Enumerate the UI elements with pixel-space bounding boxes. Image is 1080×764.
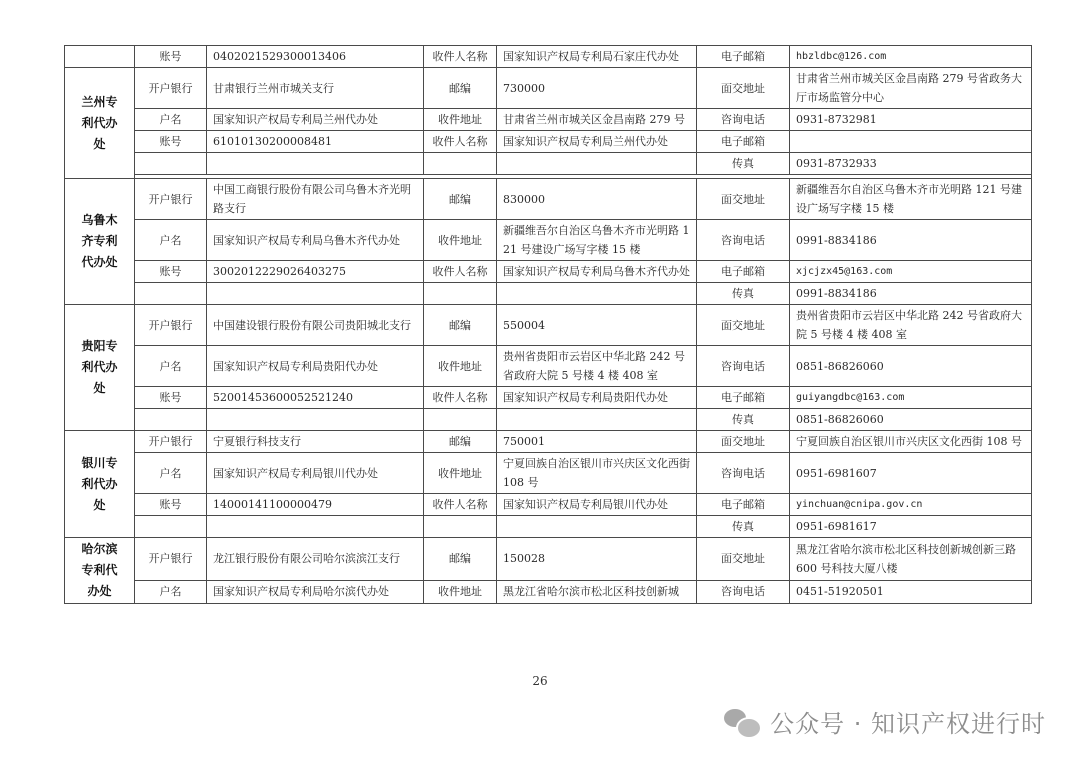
submit-address-value: 新疆维吾尔自治区乌鲁木齐市光明路 121 号建设广场写字楼 15 楼 bbox=[790, 179, 1032, 220]
submit-address-value: 黑龙江省哈尔滨市松北区科技创新城创新三路 600 号科技大厦八楼 bbox=[790, 538, 1032, 581]
account-no-label: 账号 bbox=[135, 387, 207, 409]
bank-label: 开户银行 bbox=[135, 538, 207, 581]
account-name-label: 户名 bbox=[135, 346, 207, 387]
email-value: xjcjzx45@163.com bbox=[790, 261, 1032, 283]
office-name-lanzhou: 兰州专利代办处 bbox=[65, 68, 135, 179]
office-name-guiyang: 贵阳专利代办处 bbox=[65, 305, 135, 431]
table-row bbox=[65, 453, 1032, 494]
recipient-value: 国家知识产权局专利局兰州代办处 bbox=[497, 131, 697, 153]
watermark bbox=[724, 704, 1046, 739]
account-name-value: 国家知识产权局专利局银川代办处 bbox=[207, 453, 424, 494]
mail-address-label: 收件地址 bbox=[424, 580, 497, 603]
mail-address-label: 收件地址 bbox=[424, 346, 497, 387]
empty-cell bbox=[497, 153, 697, 175]
phone-value: 0951-6981607 bbox=[790, 453, 1032, 494]
empty-cell bbox=[135, 283, 207, 305]
email-label: 电子邮箱 bbox=[697, 387, 790, 409]
empty-cell bbox=[135, 409, 207, 431]
table-row bbox=[65, 431, 1032, 453]
bank-label: 开户银行 bbox=[135, 305, 207, 346]
account-no-value: 52001453600052521240 bbox=[207, 387, 424, 409]
account-name-value: 国家知识产权局专利局乌鲁木齐代办处 bbox=[207, 220, 424, 261]
page-number: 26 bbox=[532, 674, 548, 688]
office-cell bbox=[65, 46, 135, 68]
table-row bbox=[65, 538, 1032, 581]
table-row bbox=[65, 131, 1032, 153]
recipient-label: 收件人名称 bbox=[424, 46, 497, 68]
account-no-label: 账号 bbox=[135, 131, 207, 153]
empty-cell bbox=[424, 153, 497, 175]
bank-value: 中国建设银行股份有限公司贵阳城北支行 bbox=[207, 305, 424, 346]
bank-label: 开户银行 bbox=[135, 179, 207, 220]
phone-label: 咨询电话 bbox=[697, 220, 790, 261]
fax-label: 传真 bbox=[697, 409, 790, 431]
postcode-label: 邮编 bbox=[424, 538, 497, 581]
submit-address-label: 面交地址 bbox=[697, 179, 790, 220]
mail-address-label: 收件地址 bbox=[424, 453, 497, 494]
account-no-value: 0402021529300013406 bbox=[207, 46, 424, 68]
fax-value: 0931-8732933 bbox=[790, 153, 1032, 175]
empty-cell bbox=[424, 409, 497, 431]
account-no-label: 账号 bbox=[135, 494, 207, 516]
empty-cell bbox=[207, 283, 424, 305]
table-row bbox=[65, 68, 1032, 109]
table-row bbox=[65, 409, 1032, 431]
email-value: hbzldbc@126.com bbox=[790, 46, 1032, 68]
phone-label: 咨询电话 bbox=[697, 109, 790, 131]
phone-value: 0991-8834186 bbox=[790, 220, 1032, 261]
postcode-label: 邮编 bbox=[424, 179, 497, 220]
account-no-label: 账号 bbox=[135, 46, 207, 68]
mail-address-label: 收件地址 bbox=[424, 220, 497, 261]
fax-value: 0951-6981617 bbox=[790, 516, 1032, 538]
empty-cell bbox=[207, 409, 424, 431]
submit-address-value: 甘肃省兰州市城关区金昌南路 279 号省政务大厅市场监管分中心 bbox=[790, 68, 1032, 109]
submit-address-label: 面交地址 bbox=[697, 305, 790, 346]
account-name-label: 户名 bbox=[135, 453, 207, 494]
bank-value: 龙江银行股份有限公司哈尔滨滨江支行 bbox=[207, 538, 424, 581]
empty-cell bbox=[424, 283, 497, 305]
table-row bbox=[65, 261, 1032, 283]
recipient-value: 国家知识产权局专利局乌鲁木齐代办处 bbox=[497, 261, 697, 283]
recipient-label: 收件人名称 bbox=[424, 131, 497, 153]
table-row bbox=[65, 494, 1032, 516]
account-no-label: 账号 bbox=[135, 261, 207, 283]
empty-cell bbox=[135, 516, 207, 538]
account-name-label: 户名 bbox=[135, 580, 207, 603]
submit-address-label: 面交地址 bbox=[697, 68, 790, 109]
table-row bbox=[65, 109, 1032, 131]
recipient-label: 收件人名称 bbox=[424, 387, 497, 409]
fax-label: 传真 bbox=[697, 153, 790, 175]
bank-value: 中国工商银行股份有限公司乌鲁木齐光明路支行 bbox=[207, 179, 424, 220]
submit-address-value: 贵州省贵阳市云岩区中华北路 242 号省政府大院 5 号楼 4 楼 408 室 bbox=[790, 305, 1032, 346]
account-name-label: 户名 bbox=[135, 220, 207, 261]
postcode-label: 邮编 bbox=[424, 68, 497, 109]
account-no-value: 61010130200008481 bbox=[207, 131, 424, 153]
bank-label: 开户银行 bbox=[135, 68, 207, 109]
email-value bbox=[790, 131, 1032, 153]
account-name-value: 国家知识产权局专利局兰州代办处 bbox=[207, 109, 424, 131]
mail-address-value: 贵州省贵阳市云岩区中华北路 242 号省政府大院 5 号楼 4 楼 408 室 bbox=[497, 346, 697, 387]
recipient-value: 国家知识产权局专利局贵阳代办处 bbox=[497, 387, 697, 409]
mail-address-value: 新疆维吾尔自治区乌鲁木齐市光明路 121 号建设广场写字楼 15 楼 bbox=[497, 220, 697, 261]
email-label: 电子邮箱 bbox=[697, 131, 790, 153]
office-name-urumqi: 乌鲁木齐专利代办处 bbox=[65, 179, 135, 305]
empty-cell bbox=[424, 516, 497, 538]
email-label: 电子邮箱 bbox=[697, 46, 790, 68]
account-name-label: 户名 bbox=[135, 109, 207, 131]
mail-address-value: 甘肃省兰州市城关区金昌南路 279 号 bbox=[497, 109, 697, 131]
postcode-label: 邮编 bbox=[424, 431, 497, 453]
phone-value: 0931-8732981 bbox=[790, 109, 1032, 131]
email-value: guiyangdbc@163.com bbox=[790, 387, 1032, 409]
table-row bbox=[65, 46, 1032, 68]
empty-cell bbox=[207, 153, 424, 175]
wechat-icon bbox=[724, 707, 760, 737]
phone-value: 0451-51920501 bbox=[790, 580, 1032, 603]
empty-cell bbox=[497, 283, 697, 305]
bank-value: 宁夏银行科技支行 bbox=[207, 431, 424, 453]
fax-label: 传真 bbox=[697, 283, 790, 305]
mail-address-value: 宁夏回族自治区银川市兴庆区文化西街 108 号 bbox=[497, 453, 697, 494]
postcode-value: 730000 bbox=[497, 68, 697, 109]
table-row bbox=[65, 220, 1032, 261]
table-row bbox=[65, 305, 1032, 346]
watermark-text: 公众号 · 知识产权进行时 bbox=[770, 710, 1046, 738]
bank-label: 开户银行 bbox=[135, 431, 207, 453]
postcode-value: 750001 bbox=[497, 431, 697, 453]
office-name-harbin: 哈尔滨专利代办处 bbox=[65, 538, 135, 604]
postcode-value: 550004 bbox=[497, 305, 697, 346]
submit-address-label: 面交地址 bbox=[697, 538, 790, 581]
table-row bbox=[65, 153, 1032, 175]
account-name-value: 国家知识产权局专利局哈尔滨代办处 bbox=[207, 580, 424, 603]
email-label: 电子邮箱 bbox=[697, 261, 790, 283]
recipient-value: 国家知识产权局专利局石家庄代办处 bbox=[497, 46, 697, 68]
table-row bbox=[65, 387, 1032, 409]
email-label: 电子邮箱 bbox=[697, 494, 790, 516]
email-value: yinchuan@cnipa.gov.cn bbox=[790, 494, 1032, 516]
table-row bbox=[65, 179, 1032, 220]
account-no-value: 14000141100000479 bbox=[207, 494, 424, 516]
mail-address-value: 黑龙江省哈尔滨市松北区科技创新城 bbox=[497, 580, 697, 603]
empty-cell bbox=[497, 409, 697, 431]
empty-cell bbox=[135, 153, 207, 175]
account-name-value: 国家知识产权局专利局贵阳代办处 bbox=[207, 346, 424, 387]
submit-address-value: 宁夏回族自治区银川市兴庆区文化西街 108 号 bbox=[790, 431, 1032, 453]
office-name-yinchuan: 银川专利代办处 bbox=[65, 431, 135, 538]
bank-value: 甘肃银行兰州市城关支行 bbox=[207, 68, 424, 109]
recipient-label: 收件人名称 bbox=[424, 261, 497, 283]
empty-cell bbox=[497, 516, 697, 538]
table-row bbox=[65, 580, 1032, 603]
mail-address-label: 收件地址 bbox=[424, 109, 497, 131]
submit-address-label: 面交地址 bbox=[697, 431, 790, 453]
phone-value: 0851-86826060 bbox=[790, 346, 1032, 387]
table-row bbox=[65, 283, 1032, 305]
agency-offices-table bbox=[64, 45, 1032, 604]
table-row bbox=[65, 346, 1032, 387]
postcode-value: 150028 bbox=[497, 538, 697, 581]
phone-label: 咨询电话 bbox=[697, 580, 790, 603]
recipient-label: 收件人名称 bbox=[424, 494, 497, 516]
empty-cell bbox=[207, 516, 424, 538]
table-row bbox=[65, 516, 1032, 538]
account-no-value: 3002012229026403275 bbox=[207, 261, 424, 283]
phone-label: 咨询电话 bbox=[697, 346, 790, 387]
recipient-value: 国家知识产权局专利局银川代办处 bbox=[497, 494, 697, 516]
postcode-label: 邮编 bbox=[424, 305, 497, 346]
phone-label: 咨询电话 bbox=[697, 453, 790, 494]
fax-label: 传真 bbox=[697, 516, 790, 538]
fax-value: 0851-86826060 bbox=[790, 409, 1032, 431]
postcode-value: 830000 bbox=[497, 179, 697, 220]
fax-value: 0991-8834186 bbox=[790, 283, 1032, 305]
